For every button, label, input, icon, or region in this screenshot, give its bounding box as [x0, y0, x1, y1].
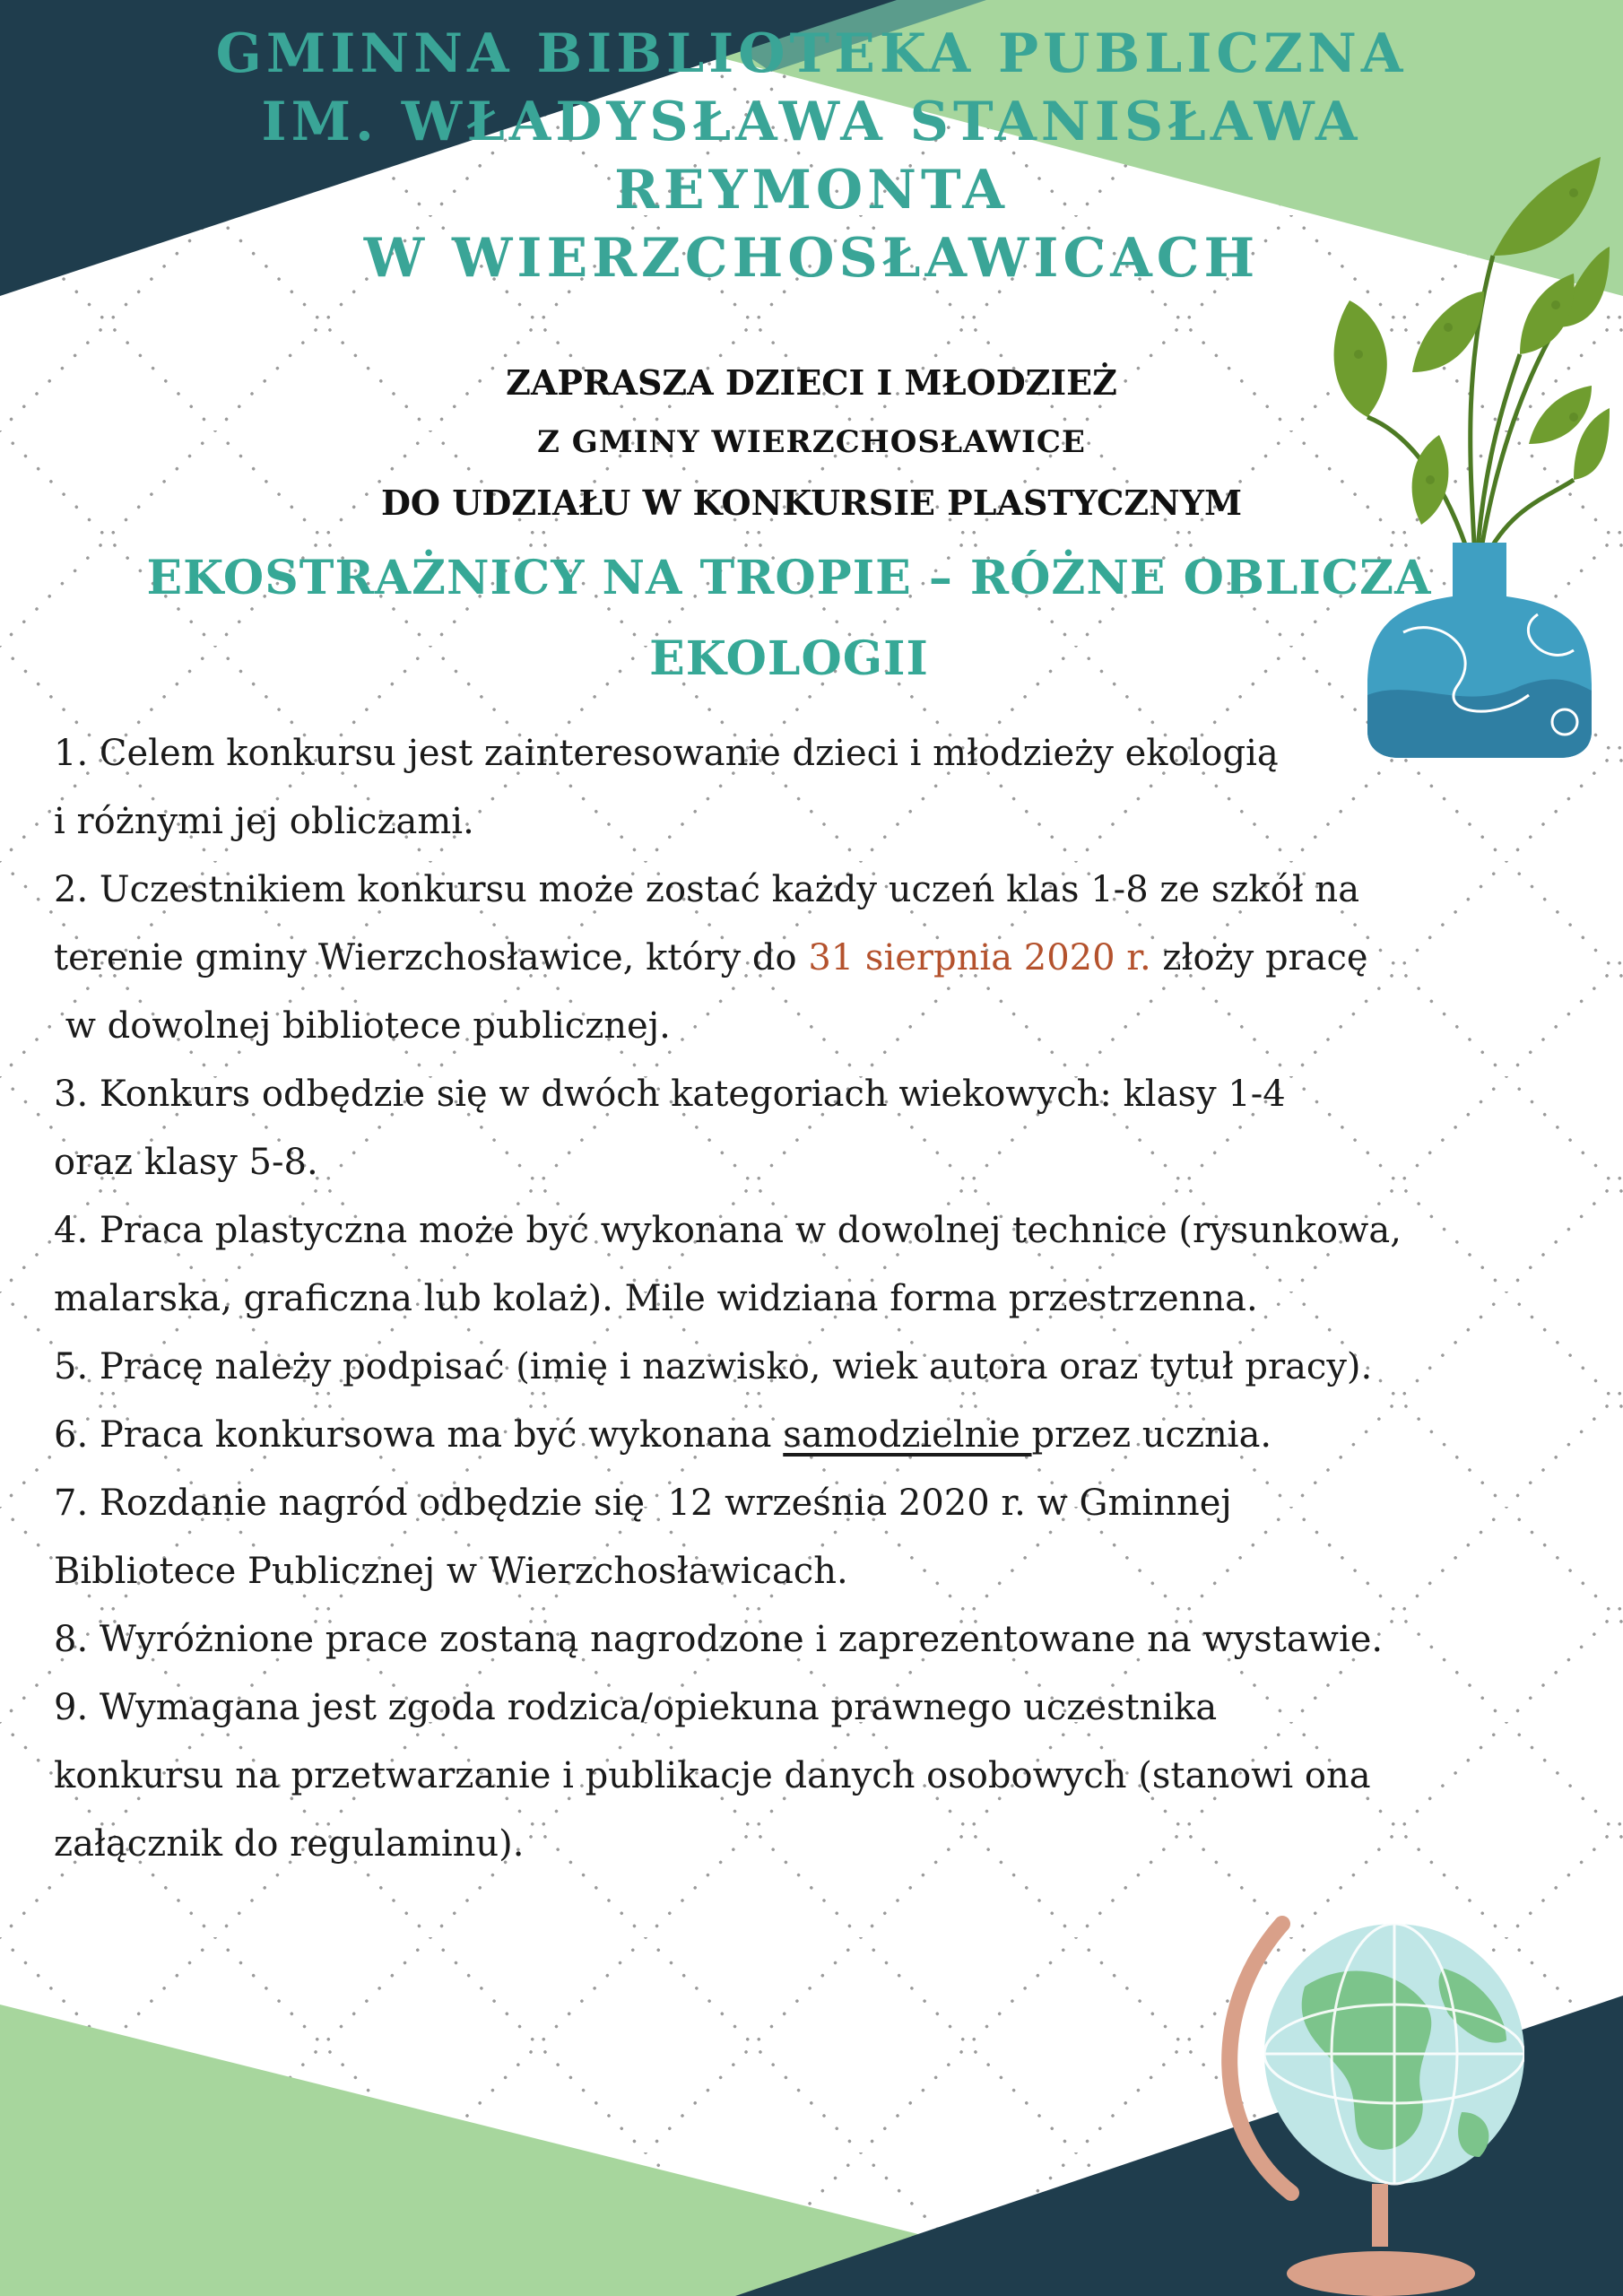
header-line: GMINNA BIBLIOTEKA PUBLICZNA: [215, 22, 1408, 85]
rule-7-line: 7. Rozdanie nagród odbędzie się 12 września 2020 r. w Gminnej: [54, 1483, 1232, 1524]
header-line: W WIERZCHOSŁAWICACH: [363, 227, 1260, 290]
rule-6-text: przez ucznia.: [1031, 1414, 1272, 1456]
rule-2-line: [54, 924, 1578, 992]
globe-icon: [1219, 1888, 1524, 2296]
rule-3-line: oraz klasy 5-8.: [54, 1142, 318, 1183]
rule-2-text: złoży pracę: [1150, 937, 1368, 978]
contest-title: [135, 538, 1444, 700]
rule-9-line: 9. Wymagana jest zgoda rodzica/opiekuna prawnego uczestnika: [54, 1687, 1218, 1728]
contest-title-line-1: EKOSTRAŻNICY NA TROPIE – RÓŻNE OBLICZA: [146, 551, 1432, 605]
invitation-line-1: ZAPRASZA DZIECI I MŁODZIEŻ: [506, 362, 1117, 403]
rule-6-line: [54, 1401, 1578, 1469]
library-header: [0, 20, 1623, 292]
rule-9-line: konkursu na przetwarzanie i publikacje danych osobowych (stanowi ona: [54, 1755, 1371, 1796]
rule-8-line: 8. Wyróżnione prace zostaną nagrodzone i zaprezentowane na wystawie.: [54, 1619, 1384, 1660]
rule-1-line: 1. Celem konkursu jest zainteresowanie dzieci i młodzieży ekologią: [54, 733, 1279, 774]
rule-9-line: załącznik do regulaminu).: [54, 1823, 525, 1865]
rule-2-line: 2. Uczestnikiem konkursu może zostać każdy uczeń klas 1-8 ze szkół na: [54, 869, 1360, 910]
header-line: IM. WŁADYSŁAWA STANISŁAWA: [261, 91, 1362, 153]
contest-title-line-2: EKOLOGII: [649, 631, 929, 686]
rule-1-line: i różnymi jej obliczami.: [54, 801, 474, 842]
header-line: REYMONTA: [614, 159, 1009, 222]
invitation: [0, 352, 1623, 533]
invitation-line-3: DO UDZIAŁU W KONKURSIE PLASTYCZNYM: [380, 483, 1243, 523]
rule-5-line: 5. Pracę należy podpisać (imię i nazwisko, wiek autora oraz tytuł pracy).: [54, 1346, 1373, 1387]
globe-base: [1287, 2251, 1475, 2296]
deadline-date: 31 sierpnia 2020 r.: [808, 937, 1151, 978]
rule-2-text: terenie gminy Wierzchosławice, który do: [54, 937, 809, 978]
rule-2-line: w dowolnej bibliotece publicznej.: [54, 1005, 671, 1047]
rule-3-line: 3. Konkurs odbędzie się w dwóch kategoriach wiekowych: klasy 1-4: [54, 1074, 1286, 1115]
rule-4-line: malarska, graficzna lub kolaż). Mile widziana forma przestrzenna.: [54, 1278, 1258, 1319]
rule-6-text: 6. Praca konkursowa ma być wykonana: [54, 1414, 784, 1456]
rule-6-emphasis: samodzielnie: [783, 1414, 1032, 1456]
rules-list: [54, 719, 1578, 1878]
rule-4-line: 4. Praca plastyczna może być wykonana w dowolnej technice (rysunkowa,: [54, 1210, 1402, 1251]
invitation-line-2: Z GMINY WIERZCHOSŁAWICE: [537, 424, 1086, 460]
rule-7-line: Bibliotece Publicznej w Wierzchosławicach.: [54, 1551, 848, 1592]
